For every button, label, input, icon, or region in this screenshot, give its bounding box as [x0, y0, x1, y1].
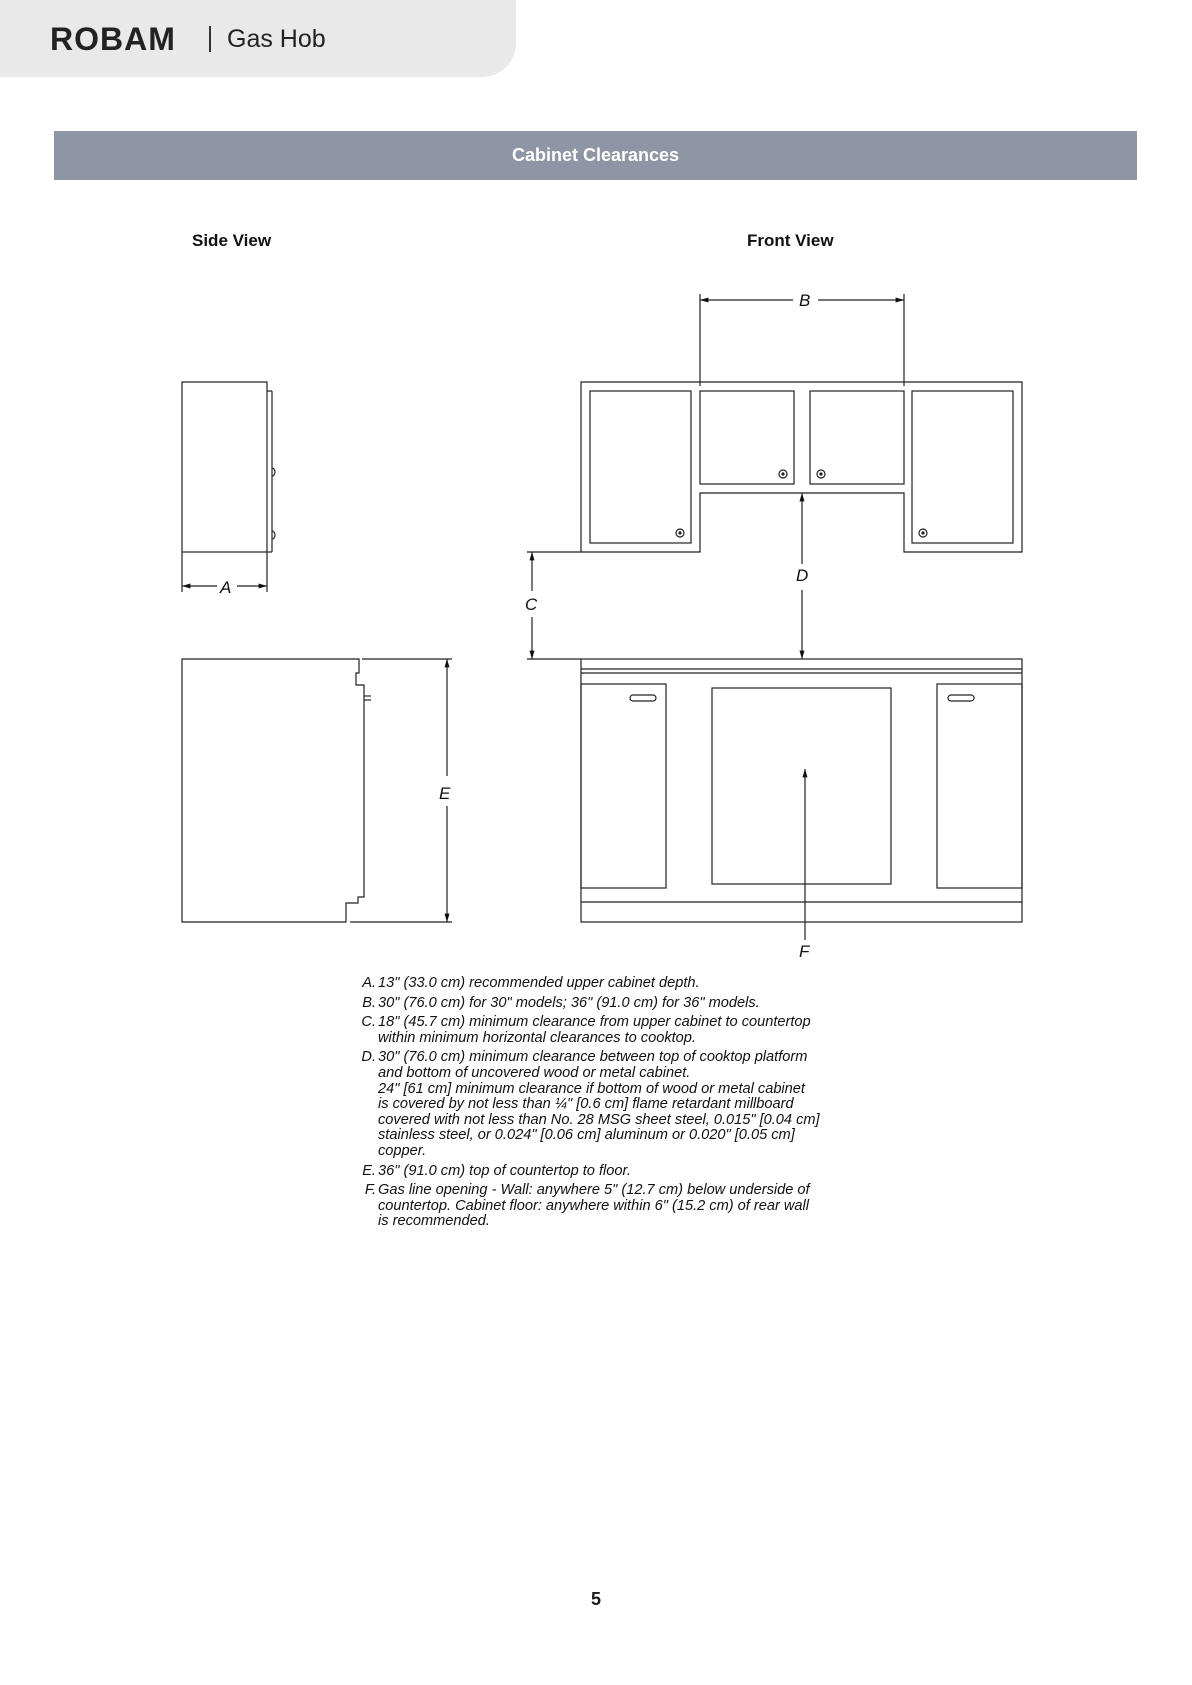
side-view-label: Side View: [192, 231, 272, 250]
page-number: 5: [590, 1589, 601, 1609]
label-c: C: [525, 595, 538, 614]
label-a: A: [220, 578, 232, 597]
dimension-e: [350, 659, 452, 922]
front-view-label: Front View: [747, 231, 834, 250]
label-e: E: [439, 784, 451, 803]
clearance-notes: [356, 976, 876, 1234]
note-c: C. 18" (45.7 cm) minimum clearance from upper cabinet to countertop within minimum horizontal clearances to cooktop.: [361, 1014, 811, 1046]
product-name: Gas Hob: [227, 25, 326, 53]
side-upper-cabinet: [182, 382, 275, 552]
note-b: B. 30" (76.0 cm) for 30" models; 36" (91.0 cm) for 36" models.: [362, 994, 760, 1011]
section-title: Cabinet Clearances: [511, 145, 680, 165]
label-d: D: [796, 566, 809, 585]
label-b: B: [799, 291, 811, 310]
note-e: E. 36" (91.0 cm) top of countertop to floor.: [362, 1162, 631, 1179]
note-d: D. 30" (76.0 cm) minimum clearance between top of cooktop platform and bottom of uncovered wood or metal cabinet. 24" [61 cm] minimum clearance if bottom of wood or metal cabinet is covered by not less than ¼" [0.6 cm] flame retardant millboard covered with not less than No. 28 MSG sheet steel, 0.015" [0.04 cm] stainless steel, or 0.024" [0.06 cm] aluminum or 0.020" [0.05 cm] copper.: [361, 1049, 820, 1159]
note-a: A. 13" (33.0 cm) recommended upper cabinet depth.: [362, 975, 700, 991]
front-base-cabinets: [581, 659, 1022, 922]
label-f: F: [799, 942, 810, 961]
note-f: F. Gas line opening - Wall: anywhere 5" (12.7 cm) below underside of countertop. Cabinet floor: anywhere within 6" (15.2 cm) of rear wall is recommended.: [364, 1182, 810, 1230]
side-base-cabinet: [182, 659, 371, 922]
brand-logo: ROBAM: [50, 21, 176, 57]
